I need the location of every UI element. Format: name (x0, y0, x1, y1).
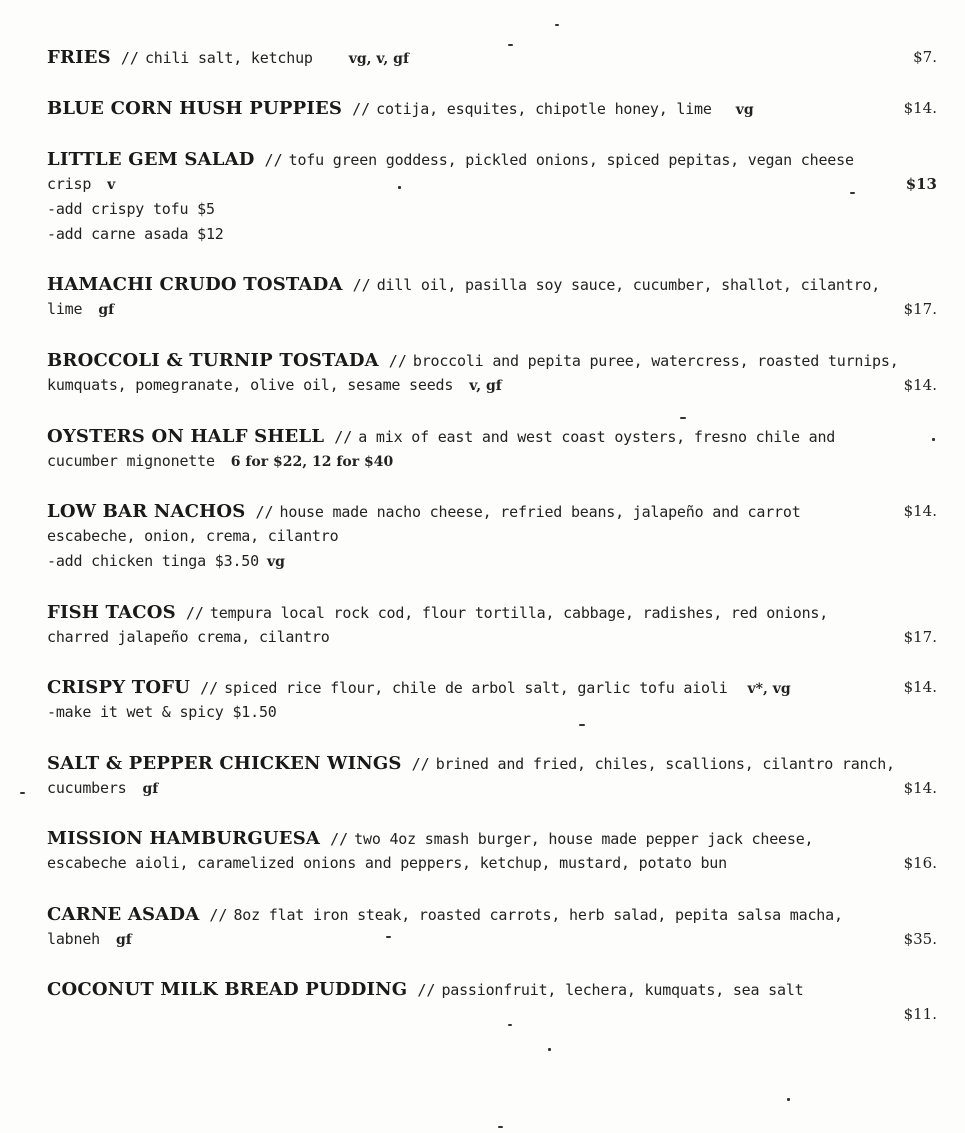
menu-item-mission-hamburguesa (47, 826, 937, 876)
menu-item-crispy-tofu (47, 675, 937, 725)
addon: -make it wet & spicy $1.50 (47, 703, 277, 721)
menu-item-little-gem-salad (47, 147, 937, 247)
item-description-cont: crisp (47, 175, 92, 193)
item-description: two 4oz smash burger, house made pepper jack cheese, (354, 830, 814, 848)
separator: // (352, 276, 371, 294)
item-price: $13 (905, 175, 937, 193)
menu-item-fries (47, 45, 937, 70)
item-price: $35. (903, 930, 937, 948)
scan-speck (386, 936, 391, 938)
item-price: $14. (903, 678, 937, 696)
item-price: $16. (903, 854, 937, 872)
addon: -add crispy tofu $5 (47, 200, 215, 218)
separator: // (120, 49, 139, 67)
separator: // (264, 151, 283, 169)
item-name: CARNE ASADA (47, 904, 200, 925)
item-description: cotija, esquites, chipotle honey, lime (376, 100, 712, 118)
item-description: 8oz flat iron steak, roasted carrots, herb salad, pepita salsa macha, (233, 906, 843, 924)
item-description-cont: charred jalapeño crema, cilantro (47, 628, 330, 646)
scan-speck (548, 1048, 551, 1051)
menu-item-carne-asada (47, 902, 937, 952)
separator: // (411, 755, 430, 773)
scan-speck (680, 417, 686, 419)
separator: // (417, 981, 436, 999)
menu-item-broccoli-turnip-tostada (47, 348, 937, 398)
item-name: MISSION HAMBURGUESA (47, 828, 321, 849)
item-name: COCONUT MILK BREAD PUDDING (47, 979, 408, 1000)
item-description-cont: labneh (47, 930, 100, 948)
dietary-tags: gf (142, 781, 159, 797)
dietary-tags: vg, v, gf (348, 51, 409, 67)
dietary-tags: gf (116, 932, 132, 948)
item-price: $11. (903, 1005, 937, 1023)
item-name: FRIES (47, 47, 111, 68)
item-price: $7. (913, 48, 937, 66)
separator: // (352, 100, 371, 118)
item-name: FISH TACOS (47, 602, 176, 623)
item-description-cont: cucumber mignonette (47, 452, 215, 470)
dietary-tags: gf (98, 302, 115, 318)
menu-item-fish-tacos (47, 600, 937, 650)
separator: // (200, 679, 219, 697)
item-description-cont: escabeche, onion, crema, cilantro (47, 527, 339, 545)
item-description: house made nacho cheese, refried beans, jalapeño and carrot (279, 503, 801, 521)
dietary-tags: v, gf (469, 378, 502, 394)
item-description: spiced rice flour, chile de arbol salt, garlic tofu aioli (224, 679, 728, 697)
separator: // (334, 428, 353, 446)
scan-speck (932, 438, 935, 441)
scan-speck (398, 186, 401, 189)
scan-speck (508, 44, 513, 46)
item-price: $14. (903, 779, 937, 797)
item-name: CRISPY TOFU (47, 677, 191, 698)
item-description: tofu green goddess, pickled onions, spiced pepitas, vegan cheese (288, 151, 854, 169)
item-description: chili salt, ketchup (144, 49, 313, 67)
menu-item-hamachi-crudo-tostada (47, 272, 937, 322)
item-description: brined and fried, chiles, scallions, cilantro ranch, (435, 755, 895, 773)
item-name: BROCCOLI & TURNIP TOSTADA (47, 350, 379, 371)
dietary-tags: v (107, 177, 116, 193)
separator: // (255, 503, 274, 521)
item-price: $17. (903, 300, 937, 318)
menu-item-chicken-wings (47, 751, 937, 801)
item-price: $14. (903, 502, 937, 520)
menu-item-coconut-bread-pudding (47, 977, 937, 1027)
item-description: broccoli and pepita puree, watercress, roasted turnips, (412, 352, 899, 370)
scan-speck (555, 24, 559, 26)
scan-speck (498, 1126, 503, 1128)
separator: // (330, 830, 349, 848)
item-description-cont: kumquats, pomegranate, olive oil, sesame seeds (47, 376, 454, 394)
separator: // (185, 604, 204, 622)
item-name: OYSTERS ON HALF SHELL (47, 426, 325, 447)
scan-speck (508, 1024, 512, 1026)
addon: -add carne asada $12 (47, 225, 224, 243)
dietary-tags: vg (735, 102, 754, 118)
dietary-tags: v*, vg (747, 681, 791, 697)
item-name: SALT & PEPPER CHICKEN WINGS (47, 753, 402, 774)
item-description: dill oil, pasilla soy sauce, cucumber, shallot, cilantro, (376, 276, 881, 294)
item-name: HAMACHI CRUDO TOSTADA (47, 274, 343, 295)
addon: -add chicken tinga $3.50 (47, 552, 259, 570)
item-description-cont: escabeche aioli, caramelized onions and peppers, ketchup, mustard, potato bun (47, 854, 727, 872)
item-price: $14. (903, 376, 937, 394)
item-name: LITTLE GEM SALAD (47, 149, 255, 170)
dietary-tags: vg (266, 554, 285, 570)
item-price: $14. (903, 99, 937, 117)
item-price: $17. (903, 628, 937, 646)
separator: // (388, 352, 407, 370)
item-description: passionfruit, lechera, kumquats, sea salt (441, 981, 804, 999)
menu-item-hush-puppies (47, 96, 937, 121)
scan-speck (850, 192, 855, 194)
menu-item-low-bar-nachos (47, 499, 937, 574)
menu-item-oysters (47, 424, 937, 474)
item-description: tempura local rock cod, flour tortilla, cabbage, radishes, red onions, (209, 604, 829, 622)
item-description-cont: cucumbers (47, 779, 127, 797)
item-name: BLUE CORN HUSH PUPPIES (47, 98, 343, 119)
separator: // (209, 906, 228, 924)
scan-speck (20, 792, 25, 794)
scan-speck (787, 1098, 790, 1101)
item-pricing: 6 for $22, 12 for $40 (230, 454, 394, 470)
item-name: LOW BAR NACHOS (47, 501, 246, 522)
item-description-cont: lime (47, 300, 83, 318)
scan-speck (579, 724, 585, 726)
item-description: a mix of east and west coast oysters, fresno chile and (358, 428, 836, 446)
